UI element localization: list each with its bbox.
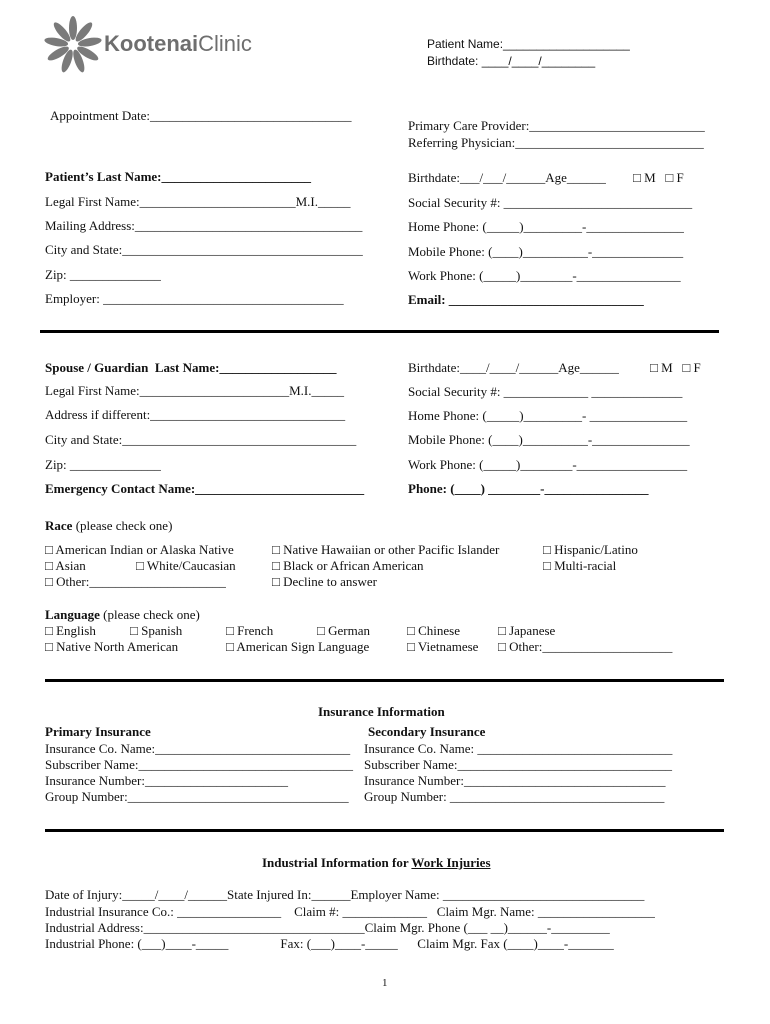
secondary-insurance-co-field[interactable]: Insurance Co. Name: ______________________________ [364, 741, 673, 756]
primary-insurance-number-field[interactable]: Insurance Number:______________________ [45, 773, 288, 788]
secondary-insurance-heading: Secondary Insurance [368, 724, 486, 739]
patient-email-field[interactable]: Email: ______________________________ [408, 292, 644, 307]
race-option-asian[interactable]: □ Asian [45, 558, 86, 573]
clinic-logo-mark-icon [42, 14, 104, 76]
language-option-native-na[interactable]: □ Native North American [45, 639, 179, 654]
patient-zip-field[interactable]: Zip: ______________ [45, 267, 161, 282]
language-heading: Language (please check one) [45, 607, 200, 622]
emergency-phone-field[interactable]: Phone: (____) ________-________________ [408, 481, 649, 496]
language-option-japanese[interactable]: □ Japanese [498, 623, 556, 638]
language-option-french[interactable]: □ French [226, 623, 274, 638]
primary-insurance-co-field[interactable]: Insurance Co. Name:______________________________ [45, 741, 351, 756]
spouse-city-state-field[interactable]: City and State:____________________________________ [45, 432, 357, 447]
language-option-vietnamese[interactable]: □ Vietnamese [407, 639, 479, 654]
spouse-last-name-field[interactable]: Spouse / Guardian Last Name:__________________ [45, 360, 337, 375]
spouse-birthdate-field[interactable]: Birthdate:____/____/______Age______ [408, 360, 619, 375]
emergency-contact-field[interactable]: Emergency Contact Name:__________________________ [45, 481, 365, 496]
patient-city-state-field[interactable]: City and State:_____________________________________ [45, 242, 363, 257]
patient-first-name-field[interactable]: Legal First Name:________________________M.I._____ [45, 194, 351, 209]
industrial-title: Industrial Information for Work Injuries [262, 855, 491, 870]
patient-mobile-phone-field[interactable]: Mobile Phone: (____)__________-______________ [408, 244, 684, 259]
language-option-asl[interactable]: □ American Sign Language [226, 639, 370, 654]
header-patient-name: Patient Name:___________________ [427, 37, 630, 51]
referring-physician-field[interactable]: Referring Physician:_____________________________ [408, 135, 704, 150]
secondary-subscriber-field[interactable]: Subscriber Name:_________________________________ [364, 757, 673, 772]
race-option-multiracial[interactable]: □ Multi-racial [543, 558, 617, 573]
patient-work-phone-field[interactable]: Work Phone: (_____)________-________________ [408, 268, 681, 283]
race-option-hispanic[interactable]: □ Hispanic/Latino [543, 542, 638, 557]
industrial-line-phone[interactable]: Industrial Phone: (___)____-_____ Fax: (___)____-_____ Claim Mgr. Fax (____)____-_______ [45, 936, 614, 951]
race-option-black[interactable]: □ Black or African American [272, 558, 424, 573]
primary-group-number-field[interactable]: Group Number:__________________________________ [45, 789, 349, 804]
patient-employer-field[interactable]: Employer: _____________________________________ [45, 291, 344, 306]
industrial-line-insurance[interactable]: Industrial Insurance Co.: ________________ Claim #: _____________ Claim Mgr. Name: __________________ [45, 904, 655, 919]
insurance-title: Insurance Information [318, 704, 445, 719]
secondary-insurance-number-field[interactable]: Insurance Number:_______________________________ [364, 773, 666, 788]
primary-care-provider-field[interactable]: Primary Care Provider:___________________________ [408, 118, 705, 133]
section-divider [45, 679, 724, 682]
clinic-logo-text: KootenaiClinic [104, 31, 252, 56]
primary-insurance-heading: Primary Insurance [45, 724, 151, 739]
patient-ssn-field[interactable]: Social Security #: _____________________________ [408, 195, 693, 210]
patient-last-name-field[interactable]: Patient’s Last Name:_______________________ [45, 169, 311, 184]
primary-subscriber-field[interactable]: Subscriber Name:_________________________________ [45, 757, 354, 772]
language-option-other[interactable]: □ Other:____________________ [498, 639, 673, 654]
language-option-german[interactable]: □ German [317, 623, 370, 638]
spouse-first-name-field[interactable]: Legal First Name:_______________________M.I._____ [45, 383, 344, 398]
race-option-white[interactable]: □ White/Caucasian [136, 558, 236, 573]
patient-sex-checkboxes[interactable]: □ M □ F [633, 170, 684, 185]
language-option-spanish[interactable]: □ Spanish [130, 623, 183, 638]
section-divider [45, 829, 724, 832]
language-option-english[interactable]: □ English [45, 623, 96, 638]
spouse-mobile-phone-field[interactable]: Mobile Phone: (____)__________-_______________ [408, 432, 690, 447]
spouse-address-field[interactable]: Address if different:______________________________ [45, 407, 346, 422]
industrial-line-address[interactable]: Industrial Address:__________________________________Claim Mgr. Phone (___ __)______-_________ [45, 920, 610, 935]
spouse-ssn-field[interactable]: Social Security #: _____________ ______________ [408, 384, 683, 399]
spouse-sex-checkboxes[interactable]: □ M □ F [650, 360, 701, 375]
patient-home-phone-field[interactable]: Home Phone: (_____)_________-_______________ [408, 219, 684, 234]
header-birthdate: Birthdate: ____/____/________ [427, 54, 596, 68]
patient-mailing-field[interactable]: Mailing Address:___________________________________ [45, 218, 363, 233]
spouse-home-phone-field[interactable]: Home Phone: (_____)_________- _______________ [408, 408, 688, 423]
section-divider [40, 330, 719, 333]
race-option-native-hawaiian[interactable]: □ Native Hawaiian or other Pacific Islander [272, 542, 500, 557]
language-option-chinese[interactable]: □ Chinese [407, 623, 460, 638]
race-option-other[interactable]: □ Other:_____________________ [45, 574, 226, 589]
race-option-decline[interactable]: □ Decline to answer [272, 574, 377, 589]
patient-birthdate-field[interactable]: Birthdate:___/___/______Age______ [408, 170, 606, 185]
spouse-zip-field[interactable]: Zip: ______________ [45, 457, 161, 472]
race-heading: Race (please check one) [45, 518, 173, 533]
secondary-group-number-field[interactable]: Group Number: _________________________________ [364, 789, 665, 804]
appointment-date-field[interactable]: Appointment Date:_______________________________ [50, 108, 352, 123]
industrial-line-injury[interactable]: Date of Injury:_____/____/______State Injured In:______Employer Name: _______________________________ [45, 887, 645, 902]
race-option-american-indian[interactable]: □ American Indian or Alaska Native [45, 542, 234, 557]
spouse-work-phone-field[interactable]: Work Phone: (_____)________-_________________ [408, 457, 688, 472]
page-number: 1 [382, 977, 388, 989]
